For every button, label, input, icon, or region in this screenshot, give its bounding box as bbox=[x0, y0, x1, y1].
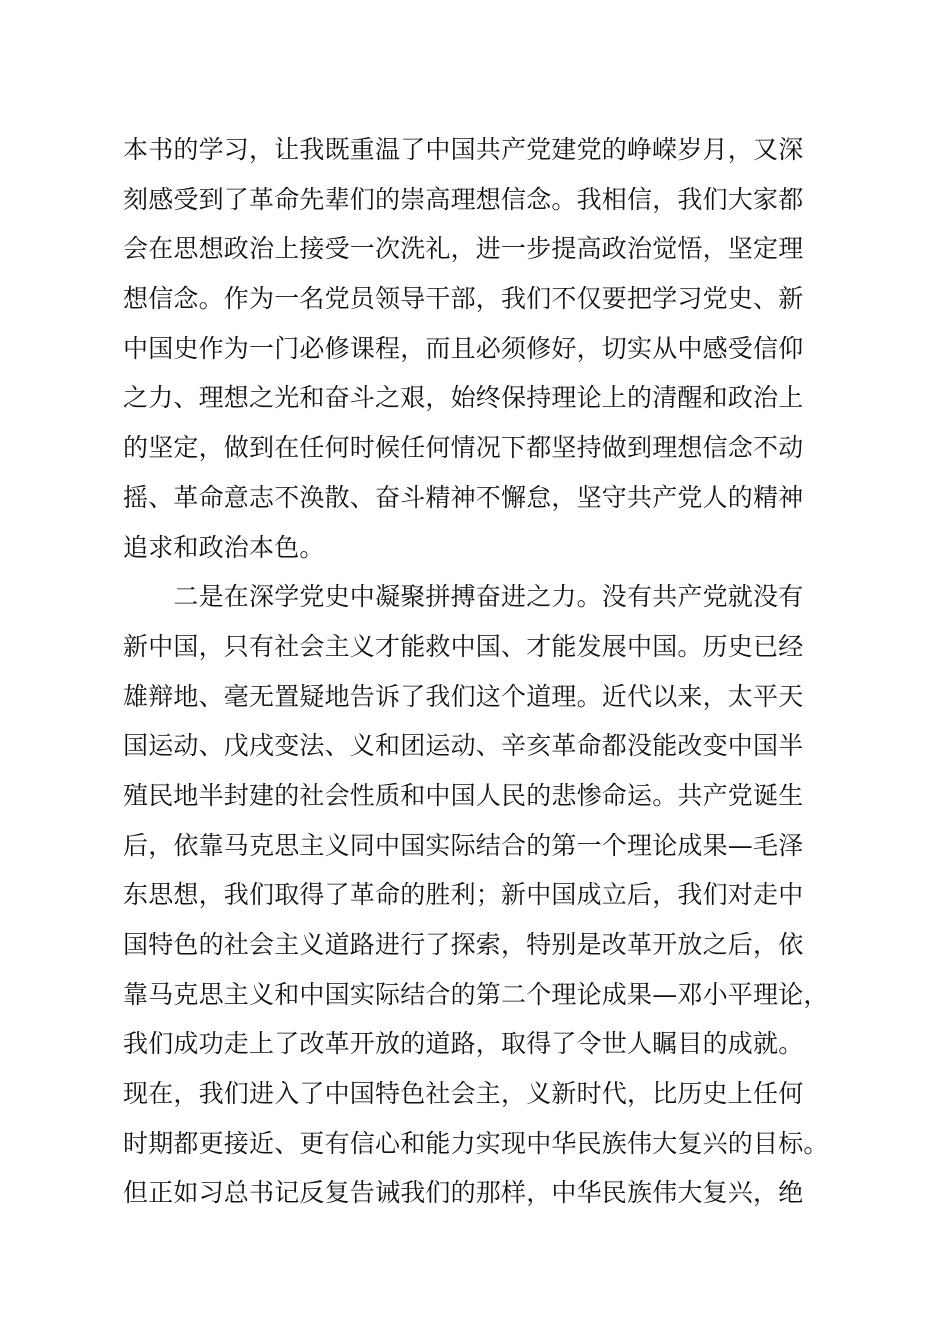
text-line: 追求和政治本色。 bbox=[123, 532, 325, 562]
text-line: 殖民地半封建的社会性质和中国人民的悲惨命运。共产党诞生 bbox=[123, 780, 804, 810]
text-line: 东思想，我们取得了革命的胜利；新中国成立后，我们对走中 bbox=[123, 880, 804, 910]
text-line: 中国史作为一门必修课程，而且必须修好，切实从中感受信仰 bbox=[123, 333, 804, 363]
text-line: 时期都更接近、更有信心和能力实现中华民族伟大复兴的目标。 bbox=[123, 1128, 829, 1158]
paragraph-start-line: 二是在深学党史中凝聚拼搏奋进之力。没有共产党就没有 bbox=[123, 582, 804, 612]
text-line: 雄辩地、毫无置疑地告诉了我们这个道理。近代以来，太平天 bbox=[123, 681, 804, 711]
text-line: 之力、理想之光和奋斗之艰，始终保持理论上的清醒和政治上 bbox=[123, 383, 804, 413]
text-line: 但正如习总书记反复告诫我们的那样，中华民族伟大复兴，绝 bbox=[123, 1178, 804, 1208]
text-line: 的坚定，做到在任何时候任何情况下都坚持做到理想信念不动 bbox=[123, 433, 804, 463]
text-line: 刻感受到了革命先辈们的崇高理想信念。我相信，我们大家都 bbox=[123, 184, 804, 214]
text-line: 后，依靠马克思主义同中国实际结合的第一个理论成果—毛泽 bbox=[123, 830, 804, 860]
body-text bbox=[123, 125, 863, 1218]
text-line: 本书的学习，让我既重温了中国共产党建党的峥嵘岁月，又深 bbox=[123, 135, 804, 164]
text-line: 会在思想政治上接受一次洗礼，进一步提高政治觉悟，坚定理 bbox=[123, 234, 804, 264]
text-line: 国特色的社会主义道路进行了探索，特别是改革开放之后，依 bbox=[123, 930, 804, 959]
text-line: 新中国，只有社会主义才能救中国、才能发展中国。历史已经 bbox=[123, 631, 804, 661]
text-line: 国运动、戊戌变法、义和团运动、辛亥革命都没能改变中国半 bbox=[123, 731, 804, 761]
text-line: 靠马克思主义和中国实际结合的第二个理论成果—邓小平理论， bbox=[123, 979, 829, 1009]
text-line: 想信念。作为一名党员领导干部，我们不仅要把学习党史、新 bbox=[123, 284, 804, 314]
text-line: 现在，我们进入了中国特色社会主，义新时代，比历史上任何 bbox=[123, 1079, 804, 1109]
text-line: 摇、革命意志不涣散、奋斗精神不懈怠，坚守共产党人的精神 bbox=[123, 482, 804, 512]
text-line: 我们成功走上了改革开放的道路，取得了令世人瞩目的成就。 bbox=[123, 1029, 804, 1059]
